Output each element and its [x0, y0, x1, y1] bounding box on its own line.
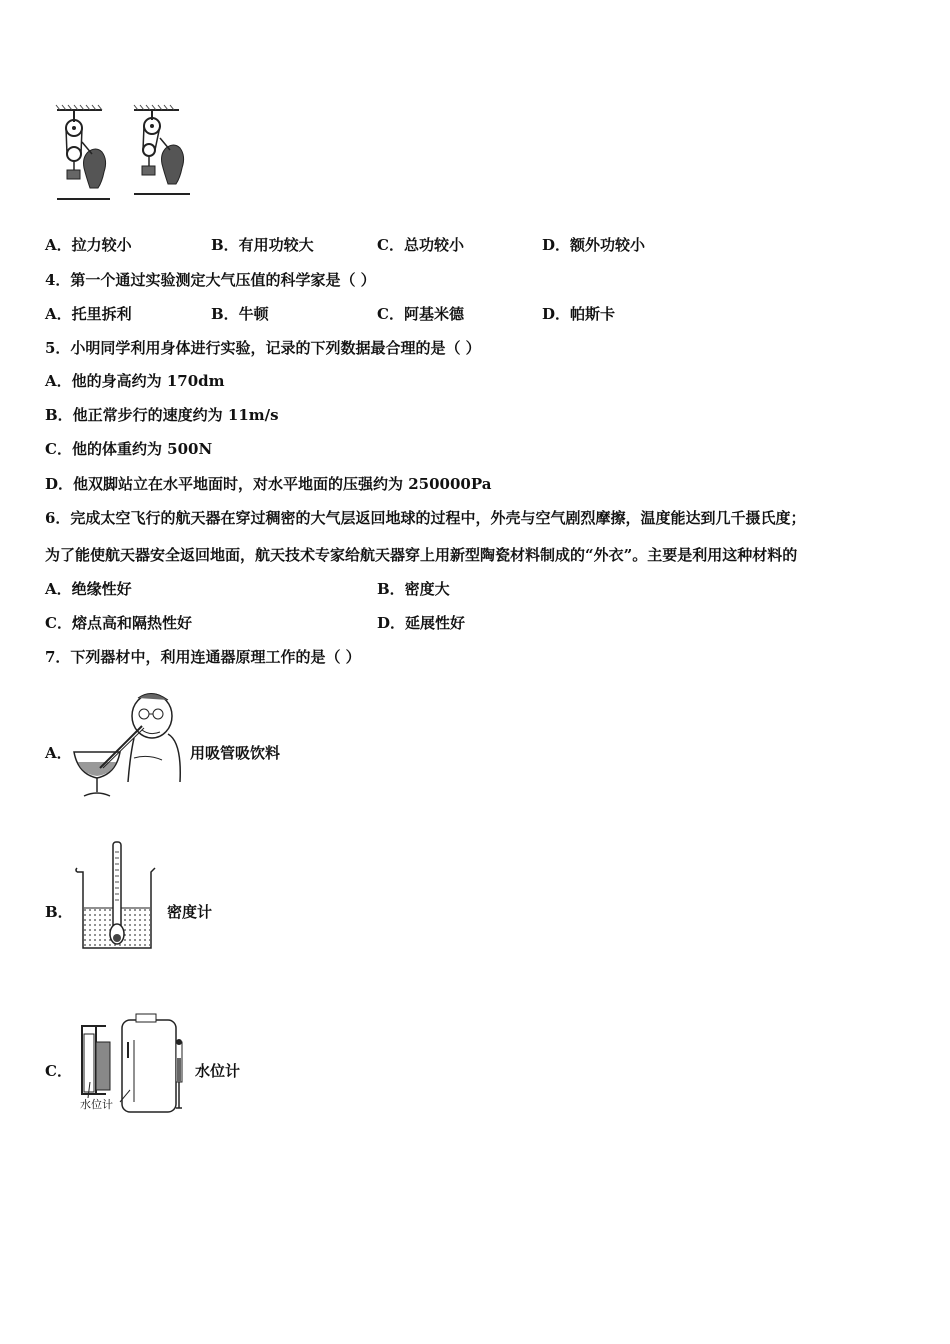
q3-option-d: D．额外功较小 — [542, 236, 646, 254]
q3-option-c: C．总功较小 — [377, 236, 464, 254]
pulley-figure — [52, 102, 197, 204]
q4-option-a: A．托里拆利 — [45, 305, 132, 323]
water-level-gauge-figure — [76, 1012, 188, 1116]
q7-stem: 7．下列器材中，利用连通器原理工作的是（ ） — [45, 648, 361, 666]
q6-stem-line1: 6．完成太空飞行的航天器在穿过稠密的大气层返回地球的过程中，外壳与空气剧烈摩擦，温度能达到几千摄氏度； — [45, 509, 806, 527]
q5-stem: 5．小明同学利用身体进行实验，记录的下列数据最合理的是（ ） — [45, 339, 481, 357]
hydrometer-figure — [73, 838, 159, 952]
q4-option-b: B．牛顿 — [211, 305, 269, 323]
q6-option-b: B．密度大 — [377, 580, 450, 598]
q4-stem: 4．第一个通过实验测定大气压值的科学家是（ ） — [45, 271, 376, 289]
q6-option-d: D．延展性好 — [377, 614, 466, 632]
q7-option-a-letter: A． — [45, 744, 72, 762]
q4-option-c: C．阿基米德 — [377, 305, 464, 323]
q7-option-b-caption: 密度计 — [167, 903, 213, 921]
q5-option-c: C．他的体重约为 500N — [45, 440, 213, 458]
q7-option-a-caption: 用吸管吸饮料 — [190, 744, 281, 762]
q7-option-b-letter: B． — [45, 903, 73, 921]
q5-option-b: B．他正常步行的速度约为 11m/s — [45, 406, 279, 424]
q5-option-a: A．他的身高约为 170dm — [45, 372, 225, 390]
water-level-gauge-label: 水位计 — [80, 1098, 113, 1111]
q6-stem-line2: 为了能使航天器安全返回地面，航天技术专家给航天器穿上用新型陶瓷材料制成的“外衣”。主要是利用这种材料的 — [45, 546, 798, 564]
q5-option-d: D．他双脚站立在水平地面时，对水平地面的压强约为 250000Pa — [45, 475, 492, 493]
q6-option-a: A．绝缘性好 — [45, 580, 132, 598]
straw-drinking-figure — [70, 686, 186, 800]
q4-option-d: D．帕斯卡 — [542, 305, 616, 323]
q3-option-a: A．拉力较小 — [45, 236, 132, 254]
q3-option-b: B．有用功较大 — [211, 236, 314, 254]
q7-option-c-caption: 水位计 — [195, 1062, 241, 1080]
q7-option-c-letter: C． — [45, 1062, 72, 1080]
q6-option-c: C．熔点高和隔热性好 — [45, 614, 192, 632]
